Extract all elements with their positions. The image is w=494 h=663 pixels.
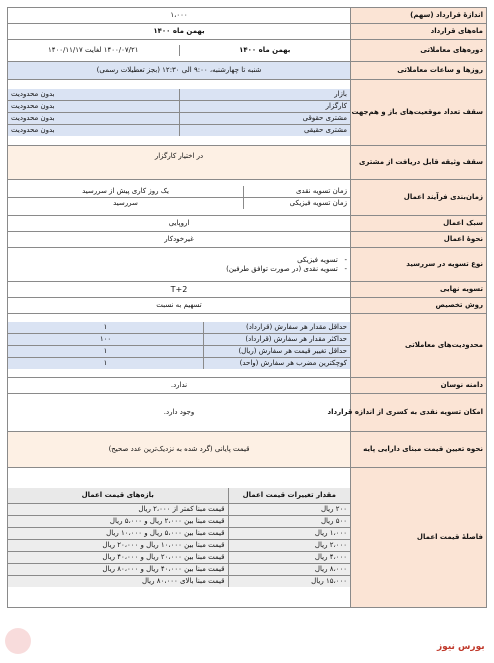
- strike-step: ۴،۰۰۰ ریال: [228, 552, 350, 564]
- strike-interval-row: [8, 528, 350, 540]
- label-cash-settlement: امکان تسویه نقدی به کسری از اندازه قرارداد: [351, 394, 487, 432]
- strike-step: ۲۰۰ ریال: [228, 504, 350, 516]
- bullet-dash: -: [344, 255, 347, 264]
- position-limit-row: [8, 101, 350, 113]
- trading-limit-value: ۱: [8, 322, 204, 334]
- settlement-type-text: تسویه نقدی (در صورت توافق طرفین): [226, 264, 338, 273]
- settlement-type-item: [11, 265, 347, 274]
- row-final-settlement: [8, 282, 487, 298]
- value-collateral-cap: در اختیار کارگزار: [8, 146, 351, 180]
- value-exercise-method: غیرخودکار: [8, 232, 351, 248]
- strike-interval-row: [8, 552, 350, 564]
- row-price-range: [8, 378, 487, 394]
- row-allocation: [8, 298, 487, 314]
- value-cash-settlement: وجود دارد.: [8, 394, 351, 432]
- row-base-price: [8, 432, 487, 468]
- label-trading-period: دوره‌های معاملاتی: [351, 40, 487, 62]
- position-limit-value: بدون محدودیت: [8, 89, 179, 101]
- watermark-seal-icon: [5, 628, 31, 654]
- row-contract-month: [8, 24, 487, 40]
- row-contract-size: [8, 8, 487, 24]
- strike-interval-row: [8, 576, 350, 588]
- row-exercise-method: [8, 232, 487, 248]
- value-trading-period: [8, 40, 351, 62]
- row-cash-settlement: [8, 394, 487, 432]
- strike-step: ۱،۰۰۰ ریال: [228, 528, 350, 540]
- trading-limit-key: حداقل مقدار هر سفارش (قرارداد): [204, 322, 351, 334]
- trading-limit-row: [8, 358, 350, 370]
- value-settlement-schedule: [8, 180, 351, 216]
- row-settlement-type: [8, 248, 487, 282]
- label-price-range: دامنه نوسان: [351, 378, 487, 394]
- bullet-dash: -: [344, 264, 347, 273]
- strike-interval-row: [8, 540, 350, 552]
- row-trading-limits: [8, 314, 487, 378]
- settlement-schedule-key: زمان تسویه فیزیکی: [244, 198, 351, 210]
- row-collateral-cap: [8, 146, 487, 180]
- settlement-type-text: تسویه فیزیکی: [297, 255, 338, 264]
- strike-step-header: مقدار تغییرات قیمت اعمال: [228, 488, 350, 504]
- row-trading-period: [8, 40, 487, 62]
- label-settlement-type: نوع تسویه در سررسید: [351, 248, 487, 282]
- position-limit-row: [8, 125, 350, 137]
- position-limit-value: بدون محدودیت: [8, 113, 179, 125]
- label-contract-size: اندازهٔ قرارداد (سهم): [351, 8, 487, 24]
- value-base-price: قیمت پایانی (گرد شده به نزدیک‌ترین عدد صحیح): [8, 432, 351, 468]
- strike-range: قیمت مبنا بین ۲۰،۰۰۰ ریال و ۴۰،۰۰۰ ریال: [8, 552, 228, 564]
- strike-interval-row: [8, 504, 350, 516]
- settlement-schedule-value: یک روز کاری پیش از سررسید: [8, 186, 244, 198]
- trading-limit-value: ۱: [8, 346, 204, 358]
- strike-step: ۸،۰۰۰ ریال: [228, 564, 350, 576]
- strike-interval-row: [8, 516, 350, 528]
- value-trading-hours: شنبه تا چهارشنبه، ۹:۰۰ الی ۱۲:۳۰ (بجز تعطیلات رسمی): [8, 62, 351, 80]
- contract-spec-table: [7, 7, 487, 608]
- position-limit-row: [8, 113, 350, 125]
- row-position-limits: [8, 80, 487, 146]
- trading-period-month: بهمن ماه ۱۴۰۰: [179, 45, 350, 56]
- trading-limit-key: حداکثر مقدار هر سفارش (قرارداد): [204, 334, 351, 346]
- label-position-limits: سقف تعداد موقعیت‌های باز و هم‌جهت: [351, 80, 487, 146]
- label-trading-limits: محدودیت‌های معاملاتی: [351, 314, 487, 378]
- strike-interval-header-row: [8, 488, 350, 504]
- row-settlement-schedule: [8, 180, 487, 216]
- position-limit-row: [8, 89, 350, 101]
- value-contract-month: بهمن ماه ۱۴۰۰: [8, 24, 351, 40]
- position-limit-value: بدون محدودیت: [8, 125, 179, 137]
- strike-step: ۵۰۰ ریال: [228, 516, 350, 528]
- trading-limit-value: ۱۰۰: [8, 334, 204, 346]
- row-trading-hours: [8, 62, 487, 80]
- value-allocation: تسهیم به نسبت: [8, 298, 351, 314]
- label-settlement-schedule: زمان‌بندی فرآیند اعمال: [351, 180, 487, 216]
- position-limit-key: کارگزار: [179, 101, 350, 113]
- row-strike-intervals: [8, 468, 487, 608]
- value-exercise-style: اروپایی: [8, 216, 351, 232]
- label-exercise-method: نحوهٔ اعمال: [351, 232, 487, 248]
- strike-interval-row: [8, 564, 350, 576]
- trading-limit-row: [8, 346, 350, 358]
- position-limit-value: بدون محدودیت: [8, 101, 179, 113]
- strike-range: قیمت مبنا کمتر از ۲،۰۰۰ ریال: [8, 504, 228, 516]
- settlement-schedule-value: سررسید: [8, 198, 244, 210]
- trading-limit-key: حداقل تغییر قیمت هر سفارش (ریال): [204, 346, 351, 358]
- trading-limit-key: کوچکترین مضرب هر سفارش (واحد): [204, 358, 351, 370]
- footer-logo: بورس نیوز: [437, 642, 485, 652]
- strike-range: قیمت مبنا بین ۱۰،۰۰۰ ریال و ۲۰،۰۰۰ ریال: [8, 540, 228, 552]
- label-base-price: نحوه تعیین قیمت مبنای دارایی پایه: [351, 432, 487, 468]
- label-allocation: روش تخصیص: [351, 298, 487, 314]
- settlement-schedule-row: [8, 198, 350, 210]
- row-exercise-style: [8, 216, 487, 232]
- settlement-schedule-row: [8, 186, 350, 198]
- settlement-type-item: [11, 256, 347, 265]
- trading-limit-row: [8, 322, 350, 334]
- strike-range: قیمت مبنا بین ۵،۰۰۰ ریال و ۱۰،۰۰۰ ریال: [8, 528, 228, 540]
- strike-step: ۱۵،۰۰۰ ریال: [228, 576, 350, 588]
- value-contract-size: ۱،۰۰۰: [8, 8, 351, 24]
- strike-range-header: بازه‌های قیمت اعمال: [8, 488, 228, 504]
- trading-limit-value: ۱: [8, 358, 204, 370]
- value-price-range: ندارد.: [8, 378, 351, 394]
- value-trading-limits: [8, 314, 351, 378]
- position-limit-key: مشتری حقیقی: [179, 125, 350, 137]
- label-strike-intervals: فاصلهٔ قیمت اعمال: [351, 468, 487, 608]
- trading-limit-row: [8, 334, 350, 346]
- value-settlement-type: [8, 248, 351, 282]
- label-final-settlement: تسویه نهایی: [351, 282, 487, 298]
- strike-step: ۲،۰۰۰ ریال: [228, 540, 350, 552]
- value-strike-intervals: [8, 468, 351, 608]
- settlement-schedule-key: زمان تسویه نقدی: [244, 186, 351, 198]
- value-final-settlement: T+2: [8, 282, 351, 298]
- strike-range: قیمت مبنا بالای ۸۰،۰۰۰ ریال: [8, 576, 228, 588]
- strike-interval-table: [8, 488, 350, 588]
- position-limit-key: مشتری حقوقی: [179, 113, 350, 125]
- strike-range: قیمت مبنا بین ۲،۰۰۰ ریال و ۵،۰۰۰ ریال: [8, 516, 228, 528]
- label-trading-hours: روزها و ساعات معاملاتی: [351, 62, 487, 80]
- label-exercise-style: سبک اعمال: [351, 216, 487, 232]
- strike-range: قیمت مبنا بین ۴۰،۰۰۰ ریال و ۸۰،۰۰۰ ریال: [8, 564, 228, 576]
- trading-period-dates: ۱۴۰۰/۰۷/۲۱ لغایت ۱۴۰۰/۱۱/۱۷: [47, 46, 139, 54]
- label-collateral-cap: سقف وثیقه قابل دریافت از مشتری: [351, 146, 487, 180]
- position-limit-key: بازار: [179, 89, 350, 101]
- value-position-limits: [8, 80, 351, 146]
- label-contract-month: ماه‌های قرارداد: [351, 24, 487, 40]
